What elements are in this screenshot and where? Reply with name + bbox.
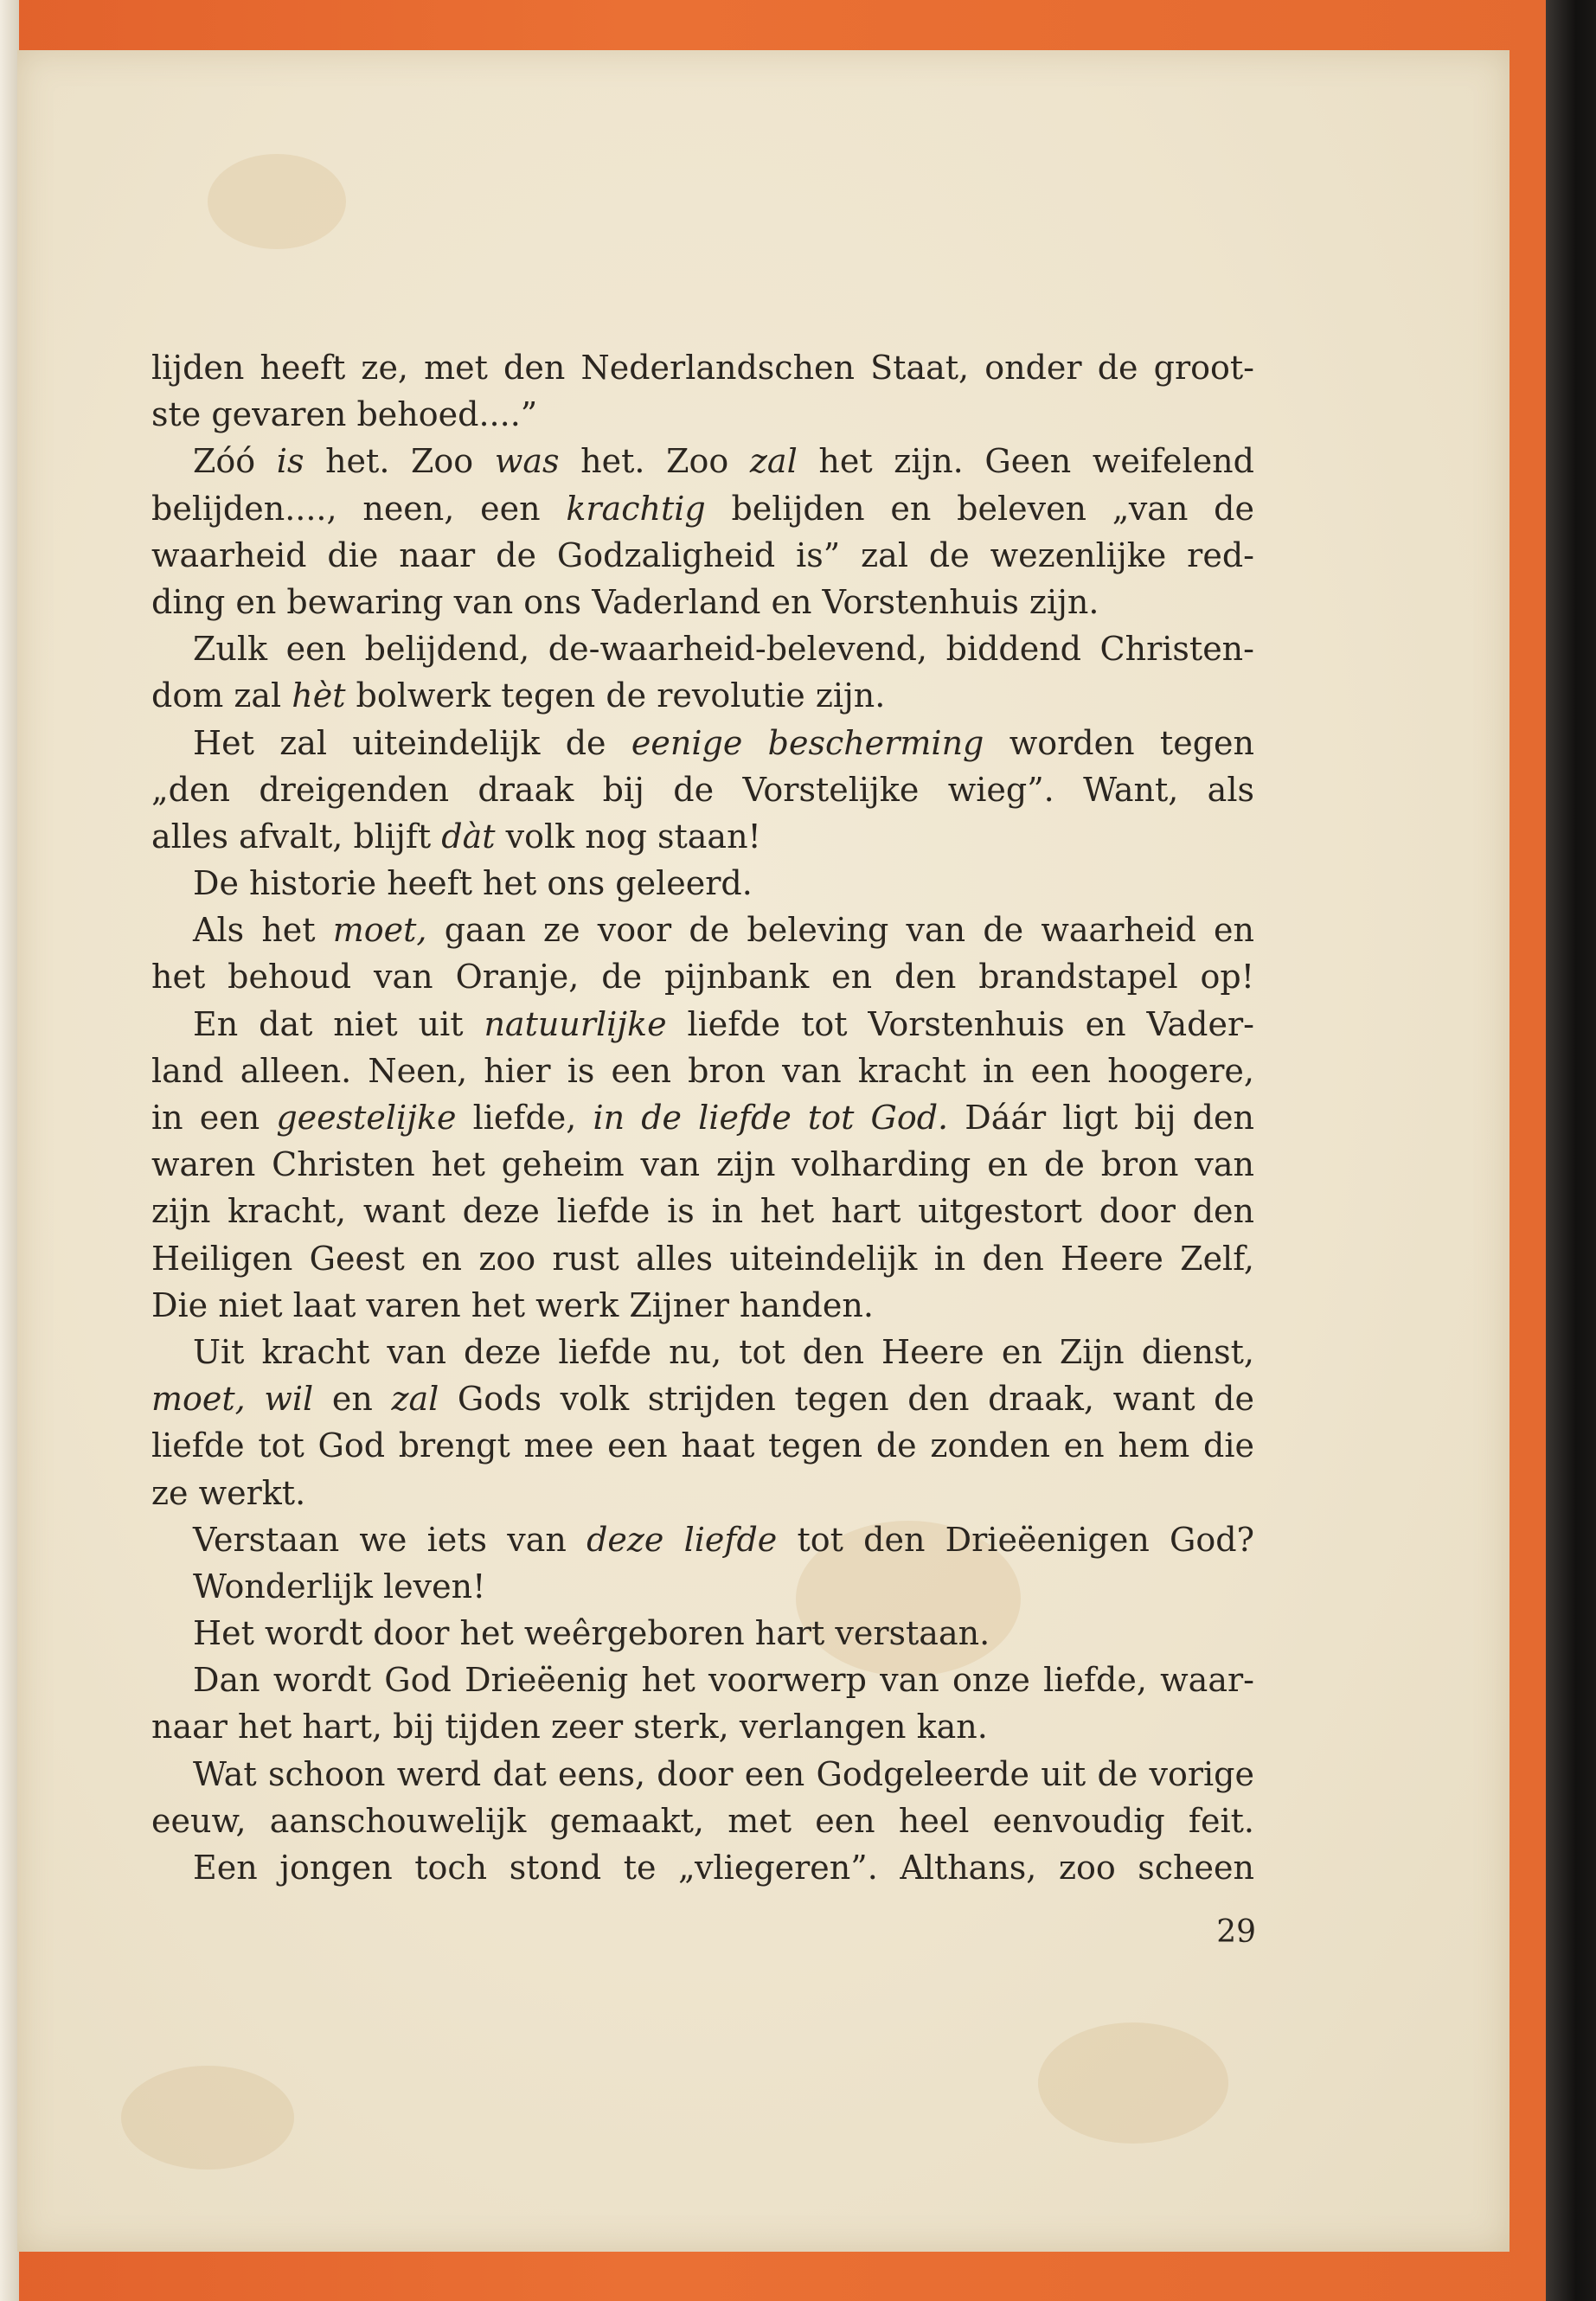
italic-text: dàt (441, 817, 496, 856)
text-run: dom zal (151, 676, 292, 715)
text-line (151, 672, 1254, 719)
text-line (151, 1235, 1254, 1282)
text-run: Een jongen toch stond te „vliegeren”. Althans, zoo scheen (193, 1849, 1254, 1887)
text-run: Verstaan we iets van (193, 1520, 587, 1559)
text-line (151, 1001, 1254, 1048)
text-run: tot den Drieëenigen God? (777, 1520, 1254, 1559)
book-page (17, 50, 1509, 2252)
text-line (151, 625, 1254, 672)
text-run: land alleen. Neen, hier is een bron van kracht in een hoogere, (151, 1051, 1254, 1090)
italic-text: is (276, 442, 304, 481)
text-run: naar het hart, bij tijden zeer sterk, verlangen kan. (151, 1708, 988, 1747)
text-line (151, 438, 1254, 484)
text-run: liefde, (456, 1099, 593, 1137)
text-run: ding en bewaring van ons Vaderland en Vorstenhuis zijn. (151, 582, 1099, 621)
text-line (151, 1188, 1254, 1234)
text-run: Het zal uiteindelijk de (193, 723, 631, 762)
text-run: zijn kracht, want deze liefde is in het hart uitgestort door den (151, 1192, 1254, 1231)
text-line (151, 485, 1254, 532)
italic-text: zal (749, 442, 798, 481)
text-line (151, 766, 1254, 813)
italic-text: moet, (332, 911, 427, 950)
text-line (151, 953, 1254, 1000)
text-line (151, 1329, 1254, 1375)
text-line (151, 813, 1254, 860)
text-run: eeuw, aanschouwelijk gemaakt, met een heel eenvoudig feit. (151, 1801, 1254, 1840)
text-line (151, 1703, 1254, 1750)
text-run: het zijn. Geen weifelend (797, 442, 1254, 481)
text-line (151, 1094, 1254, 1141)
text-run: Wat schoon werd dat eens, door een Godgeleerde uit de vorige (193, 1754, 1254, 1793)
text-line (151, 391, 1254, 438)
text-run: alles afvalt, blijft (151, 817, 442, 856)
text-run: De historie heeft het ons geleerd. (193, 864, 753, 903)
italic-text: geestelijke (276, 1099, 457, 1137)
text-run: volk nog staan! (495, 817, 761, 856)
text-line (151, 1610, 1254, 1657)
text-line (151, 532, 1254, 579)
text-line (151, 1563, 1254, 1610)
text-line (151, 579, 1254, 625)
text-run: liefde tot God brengt mee een haat tegen de zonden en hem die (151, 1426, 1254, 1465)
italic-text: krachtig (566, 489, 706, 528)
text-line (151, 1282, 1254, 1329)
text-line (151, 1470, 1254, 1516)
text-run: Zóó (193, 442, 277, 481)
text-run: Dáár ligt bij den (948, 1099, 1254, 1137)
italic-text: zal (391, 1380, 439, 1419)
text-run: waren Christen het geheim van zijn volharding en de bron van (151, 1145, 1254, 1184)
text-run: Gods volk strijden tegen den draak, want de (439, 1380, 1255, 1419)
page-edge (0, 0, 19, 2301)
text-run: Dan wordt God Drieëenig het voorwerp van onze liefde, waar- (193, 1661, 1254, 1700)
text-line (151, 860, 1254, 907)
text-line (151, 1751, 1254, 1798)
text-line (151, 344, 1254, 391)
text-run: liefde tot Vorstenhuis en Vader- (666, 1004, 1254, 1043)
text-run: het. Zoo (304, 442, 495, 481)
text-line (151, 1375, 1254, 1422)
text-run: gaan ze voor de beleving van de waarheid en (426, 911, 1254, 950)
text-run: ze werkt. (151, 1473, 306, 1512)
text-line (151, 1422, 1254, 1469)
body-text (151, 344, 1254, 1891)
text-run: lijden heeft ze, met den Nederlandschen Staat, onder de groot- (151, 349, 1254, 387)
italic-text: in de liefde tot God. (593, 1099, 949, 1137)
page-number: 29 (1216, 1914, 1256, 1950)
book-spine (1546, 0, 1596, 2301)
text-run: in een (151, 1099, 277, 1137)
text-run: het. Zoo (559, 442, 750, 481)
text-line (151, 1516, 1254, 1563)
text-line (151, 1048, 1254, 1094)
text-line (151, 720, 1254, 766)
text-run: Die niet laat varen het werk Zijner handen. (151, 1285, 874, 1324)
paper-stain (121, 2066, 294, 2170)
italic-text: hèt (292, 676, 346, 715)
text-run: En dat niet uit (193, 1004, 484, 1043)
text-line (151, 1844, 1254, 1891)
text-run: Als het (193, 911, 333, 950)
text-run: Zulk een belijdend, de-waarheid-belevend, biddend Christen- (193, 630, 1254, 669)
text-run: bolwerk tegen de revolutie zijn. (345, 676, 886, 715)
text-run: belijden en beleven „van de (705, 489, 1254, 528)
text-line (151, 1798, 1254, 1844)
text-run: het behoud van Oranje, de pijnbank en den brandstapel op! (151, 958, 1254, 997)
italic-text: eenige bescherming (631, 723, 984, 762)
text-run: belijden...., neen, een (151, 489, 567, 528)
text-run: waarheid die naar de Godzaligheid is” zal de wezenlijke red- (151, 535, 1254, 574)
paper-stain (208, 154, 346, 249)
text-run: Heiligen Geest en zoo rust alles uiteindelijk in den Heere Zelf, (151, 1239, 1254, 1278)
italic-text: deze liefde (586, 1520, 778, 1559)
text-run: worden tegen (984, 723, 1254, 762)
text-run: „den dreigenden draak bij de Vorstelijke wieg”. Want, als (151, 770, 1254, 809)
text-run: en (313, 1380, 392, 1419)
text-run: Het wordt door het weêrgeboren hart verstaan. (193, 1614, 990, 1653)
text-run: ste gevaren behoed....” (151, 395, 538, 434)
text-line (151, 1657, 1254, 1703)
italic-text: natuurlijke (484, 1004, 667, 1043)
text-line (151, 1141, 1254, 1188)
italic-text: moet, wil (151, 1380, 314, 1419)
text-run: Uit kracht van deze liefde nu, tot den Heere en Zijn dienst, (193, 1332, 1254, 1371)
paper-stain (1038, 2022, 1228, 2144)
text-run: Wonderlijk leven! (193, 1567, 486, 1606)
italic-text: was (494, 442, 560, 481)
text-line (151, 907, 1254, 953)
